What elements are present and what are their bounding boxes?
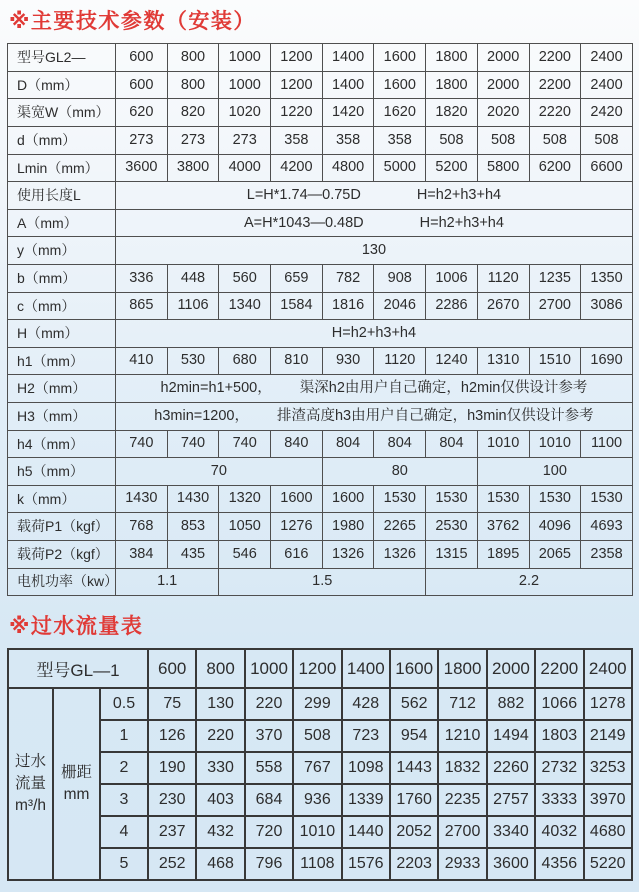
flow-value-cell: 684 [245, 784, 293, 816]
param-value-cell: 768 [116, 513, 168, 541]
flow-value-cell: 2235 [438, 784, 486, 816]
pitch-value-cell: 2 [100, 752, 148, 784]
flow-value-cell: 370 [245, 720, 293, 752]
param-value-cell: 840 [271, 430, 323, 458]
formula-group [116, 216, 632, 231]
param-value-cell: 1510 [529, 347, 581, 375]
param-value-cell: 2046 [374, 292, 426, 320]
parameter-row [8, 513, 633, 541]
formula-text: H=h2+h3+h4 [416, 186, 502, 203]
param-value-cell: 6600 [581, 154, 633, 182]
param-value-cell: 1600 [271, 485, 323, 513]
row-label: h5（mm） [8, 458, 116, 486]
merged-value-cell: H=h2+h3+h4 [116, 320, 633, 348]
flow-value-cell: 1278 [584, 688, 632, 720]
flow-value-cell: 3600 [487, 848, 535, 880]
flow-value-cell: 1098 [342, 752, 390, 784]
formula-group [116, 409, 632, 424]
flow-model-header-cell: 2400 [584, 649, 632, 688]
flow-value-cell: 2933 [438, 848, 486, 880]
main-parameters-table-body [8, 44, 633, 596]
flow-rate-table [7, 648, 633, 881]
flow-value-cell: 796 [245, 848, 293, 880]
flow-model-header-cell: 800 [196, 649, 244, 688]
flow-rate-table-body [8, 649, 632, 880]
flow-value-cell: 2260 [487, 752, 535, 784]
parameter-row [8, 320, 633, 348]
flow-row [8, 688, 632, 720]
merged-value-cell: 1.5 [219, 568, 426, 596]
param-value-cell: 1240 [426, 347, 478, 375]
param-value-cell: 1106 [167, 292, 219, 320]
param-value-cell: 804 [374, 430, 426, 458]
flow-value-cell: 720 [245, 816, 293, 848]
formula-group [116, 381, 632, 396]
parameter-row [8, 347, 633, 375]
param-value-cell: 1320 [219, 485, 271, 513]
parameter-row [8, 402, 633, 430]
parameter-row [8, 154, 633, 182]
flow-value-cell: 1576 [342, 848, 390, 880]
param-value-cell: 620 [116, 99, 168, 127]
flow-value-cell: 723 [342, 720, 390, 752]
param-value-cell: 1430 [167, 485, 219, 513]
row-label: 载荷P1（kgf） [8, 513, 116, 541]
param-value-cell: 1050 [219, 513, 271, 541]
flow-unit-line: m³/h [15, 797, 46, 815]
merged-value-cell: 130 [116, 237, 633, 265]
param-value-cell: 2220 [529, 99, 581, 127]
flow-unit-line: 流量 [14, 775, 46, 793]
model-header-cell: 2200 [529, 44, 581, 72]
param-value-cell: 508 [529, 127, 581, 155]
flow-value-cell: 2700 [438, 816, 486, 848]
flow-value-cell: 1803 [535, 720, 583, 752]
param-value-cell: 2286 [426, 292, 478, 320]
flow-value-cell: 767 [293, 752, 341, 784]
formula-cell [116, 402, 633, 430]
flow-value-cell: 562 [390, 688, 438, 720]
param-value-cell: 1020 [219, 99, 271, 127]
merged-value-cell: 80 [322, 458, 477, 486]
param-value-cell: 1326 [374, 540, 426, 568]
param-value-cell: 410 [116, 347, 168, 375]
param-value-cell: 1816 [322, 292, 374, 320]
row-label: 渠宽W（mm） [8, 99, 116, 127]
model-row-label: 型号GL2— [8, 44, 116, 72]
param-value-cell: 1000 [219, 71, 271, 99]
model-header-cell: 1200 [271, 44, 323, 72]
flow-value-cell: 432 [196, 816, 244, 848]
param-value-cell: 740 [167, 430, 219, 458]
flow-value-cell: 220 [245, 688, 293, 720]
row-label: 载荷P2（kgf） [8, 540, 116, 568]
flow-rate-title: ※过水流量表 [9, 615, 144, 639]
param-value-cell: 4096 [529, 513, 581, 541]
param-value-cell: 659 [271, 265, 323, 293]
model-header-cell: 1000 [219, 44, 271, 72]
flow-value-cell: 3340 [487, 816, 535, 848]
flow-value-cell: 468 [196, 848, 244, 880]
formula-text: H=h2+h3+h4 [419, 214, 504, 231]
param-value-cell: 5800 [477, 154, 529, 182]
flow-value-cell: 5220 [584, 848, 632, 880]
formula-cell [116, 209, 633, 237]
row-label: H（mm） [8, 320, 116, 348]
flow-value-cell: 712 [438, 688, 486, 720]
param-value-cell: 273 [116, 127, 168, 155]
param-value-cell: 1530 [374, 485, 426, 513]
merged-value-cell: 2.2 [426, 568, 633, 596]
flow-value-cell: 1210 [438, 720, 486, 752]
flow-row [8, 784, 632, 816]
param-value-cell: 1980 [322, 513, 374, 541]
flow-value-cell: 1494 [487, 720, 535, 752]
param-value-cell: 680 [219, 347, 271, 375]
param-value-cell: 4200 [271, 154, 323, 182]
param-value-cell: 384 [116, 540, 168, 568]
flow-value-cell: 1832 [438, 752, 486, 784]
param-value-cell: 1530 [529, 485, 581, 513]
param-value-cell: 336 [116, 265, 168, 293]
param-value-cell: 908 [374, 265, 426, 293]
formula-text: L=H*1.74—0.75D [246, 186, 361, 203]
param-value-cell: 1010 [529, 430, 581, 458]
flow-value-cell: 3333 [535, 784, 583, 816]
flow-value-cell: 1440 [342, 816, 390, 848]
formula-text: h3min=1200， [154, 407, 249, 424]
param-value-cell: 1600 [322, 485, 374, 513]
param-value-cell: 1895 [477, 540, 529, 568]
param-value-cell: 1100 [581, 430, 633, 458]
flow-row [8, 720, 632, 752]
flow-value-cell: 4680 [584, 816, 632, 848]
param-value-cell: 2265 [374, 513, 426, 541]
merged-value-cell: 1.1 [116, 568, 219, 596]
flow-value-cell: 882 [487, 688, 535, 720]
param-value-cell: 358 [322, 127, 374, 155]
flow-value-cell: 1108 [293, 848, 341, 880]
param-value-cell: 1800 [426, 71, 478, 99]
param-value-cell: 2065 [529, 540, 581, 568]
pitch-value-cell: 0.5 [100, 688, 148, 720]
param-value-cell: 4693 [581, 513, 633, 541]
param-value-cell: 600 [116, 71, 168, 99]
merged-value-cell: 70 [116, 458, 323, 486]
flow-value-cell: 220 [196, 720, 244, 752]
flow-row [8, 752, 632, 784]
param-value-cell: 800 [167, 71, 219, 99]
param-value-cell: 1326 [322, 540, 374, 568]
row-label: c（mm） [8, 292, 116, 320]
row-label: 电机功率（kw） [8, 568, 116, 596]
merged-value-cell: 100 [477, 458, 632, 486]
flow-value-cell: 3970 [584, 784, 632, 816]
param-value-cell: 3600 [116, 154, 168, 182]
grid-pitch-line: mm [63, 786, 90, 804]
param-value-cell: 1430 [116, 485, 168, 513]
flow-value-cell: 936 [293, 784, 341, 816]
flow-model-header-cell: 1200 [293, 649, 341, 688]
param-value-cell: 358 [374, 127, 426, 155]
formula-text: 排渣高度h3由用户自己确定，h3min仅供设计参考 [276, 407, 594, 424]
param-value-cell: 1315 [426, 540, 478, 568]
row-label: Lmin（mm） [8, 154, 116, 182]
flow-value-cell: 299 [293, 688, 341, 720]
formula-text: 渠深h2由用户自己确定，h2min仅供设计参考 [299, 380, 588, 397]
param-value-cell: 1220 [271, 99, 323, 127]
flow-model-header-cell: 2200 [535, 649, 583, 688]
param-value-cell: 865 [116, 292, 168, 320]
row-label: b（mm） [8, 265, 116, 293]
flow-value-cell: 3253 [584, 752, 632, 784]
flow-model-header-cell: 600 [148, 649, 196, 688]
flow-value-cell: 2149 [584, 720, 632, 752]
flow-value-cell: 126 [148, 720, 196, 752]
param-value-cell: 4000 [219, 154, 271, 182]
param-value-cell: 1400 [322, 71, 374, 99]
main-parameters-table [7, 43, 633, 596]
flow-value-cell: 2203 [390, 848, 438, 880]
flow-value-cell: 1066 [535, 688, 583, 720]
grid-pitch-line: 栅距 [60, 764, 92, 782]
flow-value-cell: 330 [196, 752, 244, 784]
row-label: A（mm） [8, 209, 116, 237]
model-header-cell: 800 [167, 44, 219, 72]
param-value-cell: 2000 [477, 71, 529, 99]
flow-value-cell: 4356 [535, 848, 583, 880]
flow-model-header-cell: 2000 [487, 649, 535, 688]
flow-model-header-cell: 1600 [390, 649, 438, 688]
model-header-cell: 1600 [374, 44, 426, 72]
param-value-cell: 560 [219, 265, 271, 293]
param-value-cell: 530 [167, 347, 219, 375]
main-parameters-title: ※主要技术参数（安装） [9, 10, 256, 33]
param-value-cell: 3800 [167, 154, 219, 182]
row-label: k（mm） [8, 485, 116, 513]
flow-value-cell: 1339 [342, 784, 390, 816]
param-value-cell: 435 [167, 540, 219, 568]
param-value-cell: 2358 [581, 540, 633, 568]
flow-value-cell: 230 [148, 784, 196, 816]
param-value-cell: 4800 [322, 154, 374, 182]
flow-model-header-cell: 1800 [438, 649, 486, 688]
param-value-cell: 1235 [529, 265, 581, 293]
model-header-cell: 1400 [322, 44, 374, 72]
param-value-cell: 1200 [271, 71, 323, 99]
param-value-cell: 1120 [374, 347, 426, 375]
row-label: H2（mm） [8, 375, 116, 403]
param-value-cell: 508 [477, 127, 529, 155]
param-value-cell: 820 [167, 99, 219, 127]
parameter-row [8, 209, 633, 237]
flow-value-cell: 2757 [487, 784, 535, 816]
param-value-cell: 804 [322, 430, 374, 458]
flow-value-cell: 75 [148, 688, 196, 720]
flow-value-cell: 2052 [390, 816, 438, 848]
formula-cell [116, 375, 633, 403]
param-value-cell: 3762 [477, 513, 529, 541]
param-value-cell: 853 [167, 513, 219, 541]
flow-row [8, 848, 632, 880]
param-value-cell: 740 [219, 430, 271, 458]
param-value-cell: 1620 [374, 99, 426, 127]
formula-text: A=H*1043—0.48D [243, 214, 364, 231]
grid-pitch-label [53, 688, 100, 880]
flow-value-cell: 508 [293, 720, 341, 752]
parameter-row [8, 375, 633, 403]
param-value-cell: 1010 [477, 430, 529, 458]
param-value-cell: 546 [219, 540, 271, 568]
param-value-cell: 740 [116, 430, 168, 458]
flow-model-header-cell: 1400 [342, 649, 390, 688]
flow-value-cell: 428 [342, 688, 390, 720]
param-value-cell: 2670 [477, 292, 529, 320]
param-value-cell: 804 [426, 430, 478, 458]
pitch-value-cell: 1 [100, 720, 148, 752]
row-label: H3（mm） [8, 402, 116, 430]
parameter-row [8, 99, 633, 127]
formula-cell [116, 182, 633, 210]
param-value-cell: 1820 [426, 99, 478, 127]
param-value-cell: 1120 [477, 265, 529, 293]
pitch-value-cell: 3 [100, 784, 148, 816]
row-label: D（mm） [8, 71, 116, 99]
param-value-cell: 273 [167, 127, 219, 155]
row-label: h4（mm） [8, 430, 116, 458]
flow-row [8, 816, 632, 848]
row-label: 使用长度L [8, 182, 116, 210]
param-value-cell: 782 [322, 265, 374, 293]
param-value-cell: 5200 [426, 154, 478, 182]
parameter-row [8, 458, 633, 486]
param-value-cell: 2420 [581, 99, 633, 127]
parameter-row [8, 182, 633, 210]
param-value-cell: 3086 [581, 292, 633, 320]
parameter-row [8, 127, 633, 155]
parameter-row [8, 265, 633, 293]
flow-value-cell: 954 [390, 720, 438, 752]
flow-value-cell: 2732 [535, 752, 583, 784]
param-value-cell: 1530 [581, 485, 633, 513]
param-value-cell: 1530 [477, 485, 529, 513]
param-value-cell: 1276 [271, 513, 323, 541]
flow-model-header-cell: 1000 [245, 649, 293, 688]
flow-header-row [8, 649, 632, 688]
parameter-row [8, 485, 633, 513]
param-value-cell: 1420 [322, 99, 374, 127]
flow-value-cell: 237 [148, 816, 196, 848]
param-value-cell: 358 [271, 127, 323, 155]
param-value-cell: 1584 [271, 292, 323, 320]
pitch-value-cell: 4 [100, 816, 148, 848]
flow-value-cell: 558 [245, 752, 293, 784]
param-value-cell: 2400 [581, 71, 633, 99]
param-value-cell: 930 [322, 347, 374, 375]
param-value-cell: 1006 [426, 265, 478, 293]
model-header-row [8, 44, 633, 72]
flow-value-cell: 252 [148, 848, 196, 880]
flow-model-label: 型号GL—1 [8, 649, 148, 688]
flow-value-cell: 1443 [390, 752, 438, 784]
model-header-cell: 600 [116, 44, 168, 72]
parameter-row [8, 540, 633, 568]
param-value-cell: 810 [271, 347, 323, 375]
param-value-cell: 1600 [374, 71, 426, 99]
param-value-cell: 2700 [529, 292, 581, 320]
flow-value-cell: 1760 [390, 784, 438, 816]
param-value-cell: 1350 [581, 265, 633, 293]
flow-value-cell: 403 [196, 784, 244, 816]
param-value-cell: 2530 [426, 513, 478, 541]
parameter-row [8, 292, 633, 320]
flow-value-cell: 130 [196, 688, 244, 720]
param-value-cell: 1340 [219, 292, 271, 320]
parameter-row [8, 237, 633, 265]
formula-group [116, 188, 632, 203]
parameter-row [8, 430, 633, 458]
param-value-cell: 616 [271, 540, 323, 568]
flow-unit-line: 过水 [14, 753, 46, 771]
flow-unit-label [8, 688, 53, 880]
param-value-cell: 6200 [529, 154, 581, 182]
param-value-cell: 5000 [374, 154, 426, 182]
param-value-cell: 2200 [529, 71, 581, 99]
param-value-cell: 1690 [581, 347, 633, 375]
row-label: d（mm） [8, 127, 116, 155]
param-value-cell: 508 [426, 127, 478, 155]
flow-value-cell: 190 [148, 752, 196, 784]
parameter-row [8, 71, 633, 99]
model-header-cell: 1800 [426, 44, 478, 72]
flow-value-cell: 1010 [293, 816, 341, 848]
param-value-cell: 1530 [426, 485, 478, 513]
parameter-row [8, 568, 633, 596]
param-value-cell: 448 [167, 265, 219, 293]
param-value-cell: 2020 [477, 99, 529, 127]
formula-text: h2min=h1+500， [160, 380, 272, 397]
row-label: h1（mm） [8, 347, 116, 375]
param-value-cell: 273 [219, 127, 271, 155]
pitch-value-cell: 5 [100, 848, 148, 880]
param-value-cell: 508 [581, 127, 633, 155]
model-header-cell: 2400 [581, 44, 633, 72]
param-value-cell: 1310 [477, 347, 529, 375]
model-header-cell: 2000 [477, 44, 529, 72]
row-label: y（mm） [8, 237, 116, 265]
flow-value-cell: 4032 [535, 816, 583, 848]
